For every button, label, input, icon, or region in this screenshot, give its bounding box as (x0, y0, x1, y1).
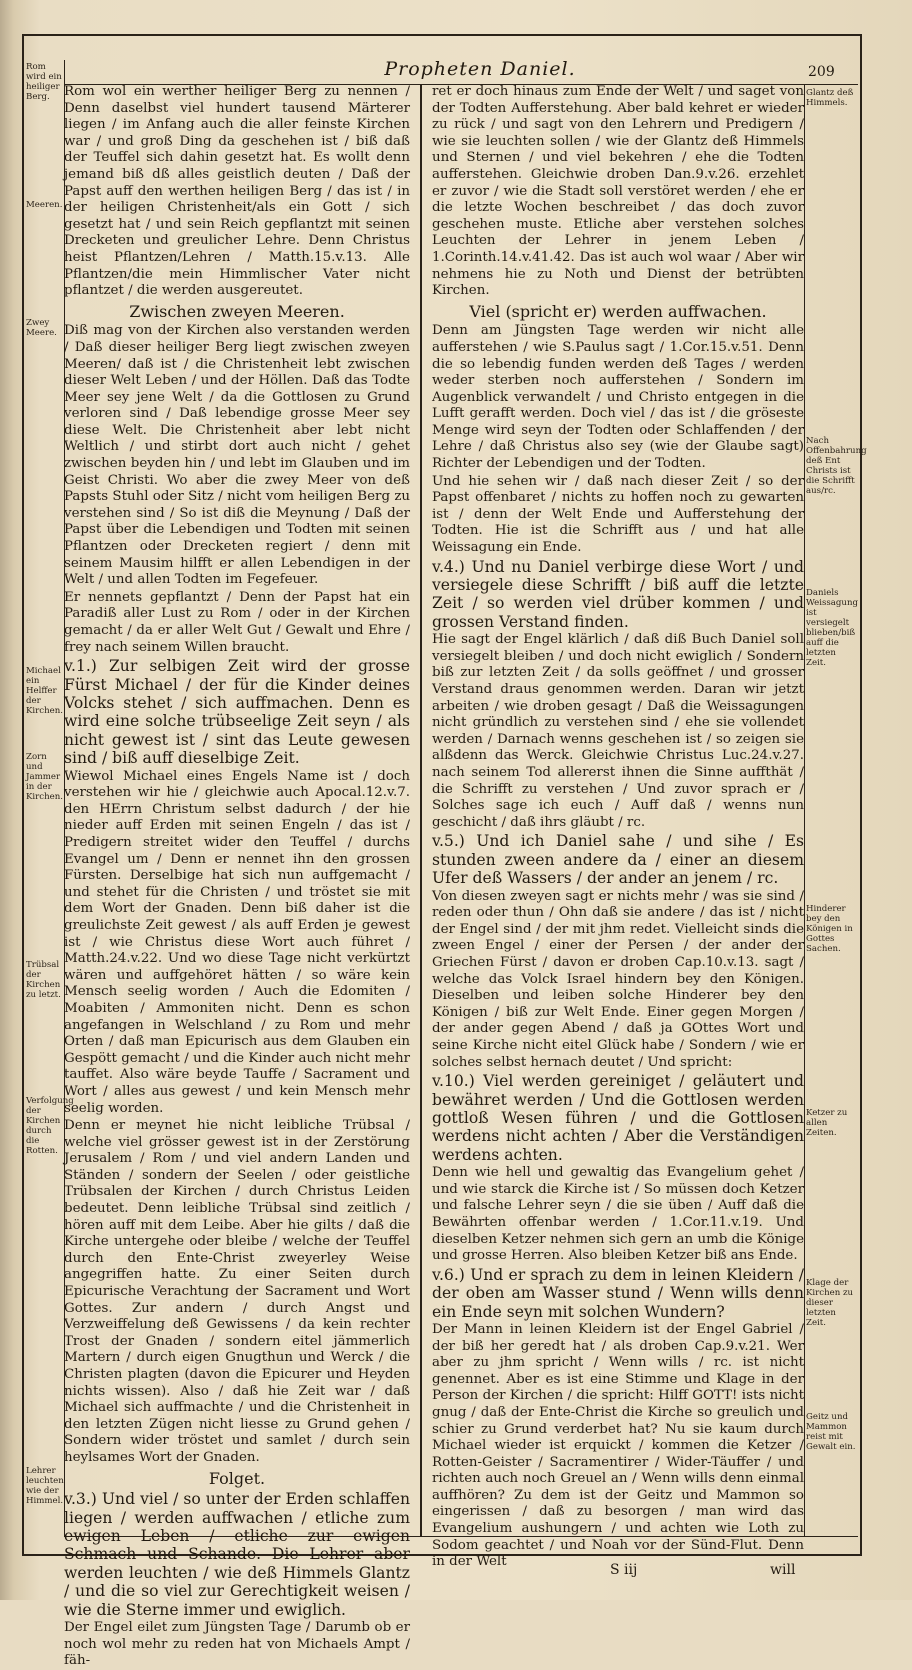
margin-note-left: Trübsal der Kirchen zu letzt. (26, 960, 61, 1000)
margin-note-right: Nach Offenbahrung deß Ent Christs ist die Schrifft aus/rc. (806, 436, 867, 496)
margin-note-right: Hinderer bey den Königen in Gottes Sachen. (806, 904, 853, 954)
margin-note-right: Ketzer zu allen Zeiten. (806, 1108, 848, 1138)
margin-note-left: Zorn und Jammer in der Kirchen. (26, 752, 63, 802)
catchword: will (770, 1562, 796, 1578)
margin-note-left: Michael ein Helffer der Kirchen. (26, 666, 63, 716)
paragraph: Und hie sehen wir / daß nach dieser Zeit / so der Papst offenbaret / nichts zu hoffen noch zu gewarten ist / denn der Welt Ende und Aufferstehung der Todten. Hie ist die Schrifft aus / und hat alle Weissagung ein Ende. (432, 473, 804, 556)
bible-verse: v.3.) Und viel / so unter der Erden schlaffen liegen / werden auffwachen / etliche zum ewigen Leben / etliche zur ewigen Schmach und Schande. Die Lehrer aber werden leuchten / wie deß Himmels Glantz / und die so viel zur Gerechtigkeit weisen / wie die Sterne immer und ewiglich. (64, 1490, 410, 1619)
paragraph: Diß mag von der Kirchen also verstanden werden / Daß dieser heiliger Berg liegt zwischen zweyen Meeren/ daß ist / die Christenheit lebt zwischen dieser Welt Leben / und der Höllen. Daß das Todte Meer sey jene Welt / da die Gottlosen zu Grund verloren sind / Daß lebendige grosse Meer sey diese Welt. Die Christenheit aber lebt nicht Weltlich / und stirbt dort auch nicht / gehet zwischen beyden hin / und lebt im Glauben und im Geist Christi. Wo aber die zwey Meer von deß Papsts Stuhl oder Sitz / nicht vom heiligen Berg zu verstehen sind / So ist diß die Meynung / Daß der Papst über die Lebendigen und Todten mit seinen Pflantzen oder Drecketen regiert / denn mit seinem Mausim hilfft er allen Lebendigen in der Welt / und allen Todten im Fegefeuer. (64, 323, 410, 588)
margin-note-right: Glantz deß Himmels. (806, 88, 854, 108)
paragraph: Hie sagt der Engel klärlich / daß diß Buch Daniel soll versiegelt bleiben / und doch nicht ewiglich / Sondern biß zur letzten Zeit / da solls geöffnet / und grosser Verstand draus genommen werden. Daran wir jetzt arbeiten / wie droben gesagt / Daß die Weissagungen nicht gründlich zu verstehen sind / ehe sie vollendet werden / Darnach wenns geschehen ist / so zeigen sie alßdenn das Werck. Gleichwie Christus Luc.24.v.27. nach seinem Tod allererst ihnen die Sinne auffthät / die Schrifft zu verstehen / Und zuvor sprach er / Solches sage ich euch / Auff daß / wenns nun geschicht / daß ihrs gläubt / rc. (432, 632, 804, 830)
margin-note-left: Meeren. (26, 200, 63, 210)
section-heading: Folget. (208, 1468, 266, 1488)
paragraph: Denn am Jüngsten Tage werden wir nicht alle aufferstehen / wie S.Paulus sagt / 1.Cor.15.v.51. Denn die so lebendig funden werden deß Tages / werden weder sterben noch aufferstehen / Sondern im Augenblick verwandelt / und Christo entgegen in die Lufft gerafft werden. Doch viel / das ist / die gröseste Menge wird seyn der Todten oder Schlaffenden / der Lehre / daß Christus also sey (wie der Glaube sagt) Richter der Lebendigen und der Todten. (432, 323, 804, 472)
margin-note-left: Zwey Meere. (26, 318, 57, 338)
paragraph: Denn er meynet hie nicht leibliche Trübsal / welche viel grösser gewest ist in der Zerstörung Jerusalem / Rom / und viel andern Landen und Ständen / sondern der Seelen / oder geistliche Trübsalen der Kirchen / durch Christus Leiden bedeutet. Denn leibliche Trübsal sind zeitlich / hören auff mit dem Leibe. Aber hie gilts / daß die Kirche untergehe oder bleibe / welche der Teuffel durch den Ente-Christ zweyerley Weise angegriffen hatte. Zu einer Seiten durch Epicurische Verachtung der Sacrament und Wort Gottes. Zur andern / durch Angst und Verzweiffelung deß Gewissens / da kein rechter Trost der Gnaden / sondern eitel jämmerlich Martern / durch eigen Gnugthun und Werck / die Christen plagten (davon die Epicurer und Heyden nichts wissen). Also / daß hie Zeit war / daß Michael sich auffmachte / und die Christenheit in den letzten Zügen nicht liesse zu Grund gehen / Sondern wider tröstet und samlet / durch sein heylsames Wort der Gnaden. (64, 1118, 410, 1465)
margin-note-left: Rom wird ein heiliger Berg. (26, 62, 62, 102)
margin-note-right: Daniels Weissagung ist versiegelt blieben/biß auff die letzten Zeit. (806, 588, 858, 668)
paragraph: Der Engel eilet zum Jüngsten Tage / Darumb ob er noch wol mehr zu reden hat von Michaels Ampt / fäh- (64, 1620, 410, 1669)
right-margin-rule (804, 84, 805, 1536)
bible-verse: v.4.) Und nu Daniel verbirge diese Wort / und versiegele diese Schrifft / biß auff die letzte Zeit / so werden viel drüber kommen / und grossen Verstand finden. (432, 557, 804, 631)
signature-mark: S iij (610, 1562, 638, 1578)
left-column (64, 84, 410, 1669)
bible-verse: v.6.) Und er sprach zu dem in leinen Kleidern / der oben am Wasser stund / Wenn wills denn ein Ende seyn mit solchen Wundern? (432, 1265, 804, 1321)
paragraph: Von diesen zweyen sagt er nichts mehr / was sie sind / reden oder thun / Ohn daß sie andere / das ist / nicht der Engel sind / der mit jhm redet. Vielleicht sinds die zween Engel / einer der Persen / der ander der Griechen Fürst / davon er droben Cap.10.v.13. sagt / welche das Volck Israel hindern bey den Königen. Dieselben und leiben solche Hinderer bey den Königen / biß zur Welt Ende. Einer gegen Morgen / der ander gegen Abend / daß ja GOttes Wort und seine Kirche nicht eitel Glück habe / Sondern / wie er solches selbst hernach deutet / Und spricht: (432, 888, 804, 1070)
margin-note-left: Lehrer leuchten wie der Himmel. (26, 1466, 64, 1506)
bible-verse: v.5.) Und ich Daniel sahe / und sihe / Es stunden zween andere da / einer an diesem Ufer deß Wassers / der ander an jenem / rc. (432, 832, 804, 888)
section-heading: Viel (spricht er) werden auffwachen. (469, 301, 767, 321)
margin-note-right: Geitz und Mammon reist mit Gewalt ein. (806, 1412, 856, 1452)
section-heading: Zwischen zweyen Meeren. (129, 301, 345, 321)
paragraph: Er nennets gepflantzt / Denn der Papst hat ein Paradiß aller Lust zu Rom / oder in der Kirchen gemacht / da er aller Welt Gut / Gewalt und Ehre / frey nach seinem Willen braucht. (64, 589, 410, 655)
bible-verse: v.1.) Zur selbigen Zeit wird der grosse Fürst Michael / der für die Kinder deines Volcks stehet / sich auffmachen. Denn es wird eine solche trübseelige Zeit seyn / als nicht gewest ist / sint das Leute gewesen sind / biß auff dieselbige Zeit. (64, 657, 410, 768)
paragraph: Rom wol ein werther heiliger Berg zu nennen / Denn daselbst viel hundert tausend Märterer liegen / im Anfang auch die aller feinste Kirchen war / und groß Ding da geschehen ist / biß daß der Teuffel sich dahin gesetzt hat. Es wollt denn jemand biß dß alles geistlich deuten / Daß der Papst auff den werthen heiligen Berg / das ist / in der heiligen Christenheit/als ein Gott / sich gesetzt hat / und sein Reich gepflantzt mit seinen Drecketen und greulicher Lehre. Denn Christus heist Pflantzen/Lehren / Matth.15.v.13. Alle Pflantzen/die mein Himmlischer Vater nicht pflantzet / die werden ausgereutet. (64, 84, 410, 299)
column-divider (420, 84, 422, 1536)
paragraph: Der Mann in leinen Kleidern ist der Engel Gabriel / der biß her geredt hat / als droben Cap.9.v.21. Wer aber zu jhm spricht / Wenn wills / rc. ist nicht genennet. Aber es ist eine Stimme und Klage in der Person der Kirchen / die spricht: Hilff GOTT! ists nicht gnug / daß der Ente-Christ die Kirche so greulich und schier zu Grund verderbet hat? Nu sie kaum durch Michael wieder ist erquickt / kommen die Ketzer / Rotten-Geister / Sacramentirer / Wider-Täuffer / und richten auch noch Greuel an / Wenn wills denn einmal auffhören? Zu dem ist der Geitz und Mammon so eingerissen / daß zu besorgen / man wird das Evangelium aushungern / und achten wie Loth zu Sodom geachtet / und Noah vor der Sünd-Flut. Denn in der Welt (432, 1321, 804, 1570)
bible-verse: v.10.) Viel werden gereiniget / geläutert und bewähret werden / Und die Gottlosen werden gottloß Wesen führen / und die Gottlosen werdens nicht achten / Aber die Verständigen werdens achten. (432, 1072, 804, 1164)
page-number: 209 (808, 64, 835, 80)
margin-note-left: Verfolgung der Kirchen durch die Rotten. (26, 1096, 74, 1156)
margin-note-right: Klage der Kirchen zu dieser letzten Zeit. (806, 1278, 854, 1328)
paragraph: Denn wie hell und gewaltig das Evangelium gehet / und wie starck die Kirche ist / So müssen doch Ketzer und falsche Lehrer seyn / die sie üben / Auff daß die Bewährten offenbar werden / 1.Cor.11.v.19. Und dieselben Ketzer nehmen sich gern an umb die Könige und grosse Herren. Also bleiben Ketzer biß ans Ende. (432, 1165, 804, 1264)
paragraph: ret er doch hinaus zum Ende der Welt / und saget von der Todten Aufferstehung. Aber bald kehret er wieder zu rück / und sagt von den Lehrern und Predigern / wie sie leuchten sollen / wie der Glantz deß Himmels und Sternen / und viel bekehren / ehe die Todten aufferstehen. Gleichwie droben Dan.9.v.26. erzehlet er zuvor / wie die Stadt soll verstöret werden / ehe er die letzte Wochen beschreibet / das doch zuvor geschehen muste. Etliche aber verstehen solches Leuchten der Lehrer in jenem Leben / 1.Corinth.14.v.41.42. Das ist auch wol waar / Aber wir nehmens hie zu Noth und Dienst der betrübten Kirchen. (432, 84, 804, 299)
paragraph: Wiewol Michael eines Engels Name ist / doch verstehen wir hie / gleichwie auch Apocal.12.v.7. den HErrn Christum selbst dadurch / der hie nieder auff Erden mit seinen Engeln / das ist / Predigern streitet wider den Teuffel / durchs Evangel um / Denn er nennet ihn den grossen Fürsten. Derselbige hat sich nun auffgemacht / und stehet für die Christen / und tröstet sie mit dem Wort der Gnaden. Denn biß daher ist die greulichste Zeit gewest / als auff Erden je gewest ist / wie Christus diese Wort auch führet / Matth.24.v.22. Und wo diese Tage nicht verkürtzt wären und auffgehöret hätten / so wäre kein Mensch seelig worden / Auch die Edomiten / Moabiten / Ammoniten nicht. Denn es schon angefangen in Welschland / zu Rom und mehr Orten / daß man Epicurisch aus dem Glauben ein Gespött gemacht / und die Kinder auch nicht mehr tauffet. Also wäre beyde Tauffe / Sacrament und Wort / alles aus gewest / und kein Mensch mehr seelig worden. (64, 768, 410, 1116)
running-head: Propheten Daniel. (384, 58, 576, 80)
